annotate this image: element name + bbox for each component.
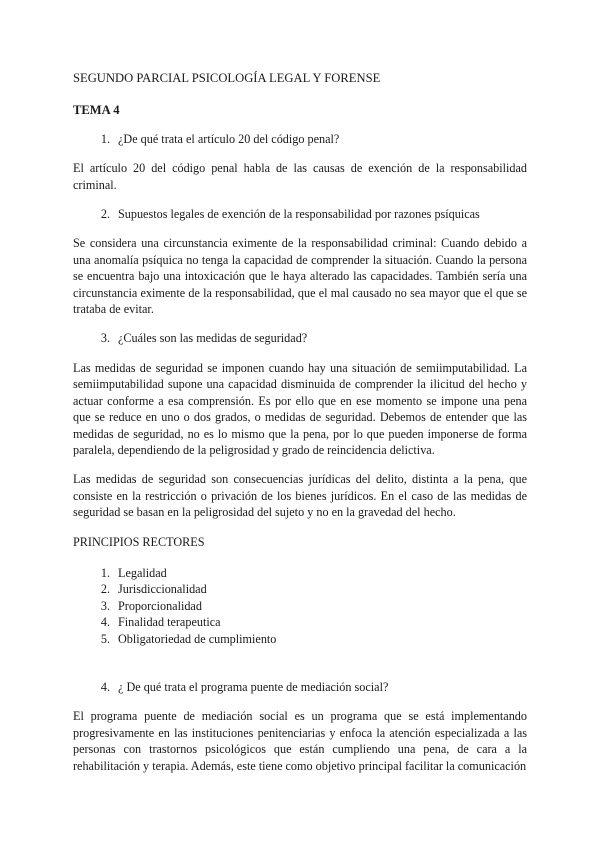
- list-item-number: 1.: [100, 565, 110, 580]
- question-number: 4.: [100, 679, 110, 694]
- question-1: [73, 131, 527, 147]
- list-item-label: Jurisdiccionalidad: [118, 582, 207, 597]
- blank-line: [73, 659, 527, 679]
- list-item: [73, 581, 527, 597]
- answer-paragraph: El programa puente de mediación social es un programa que se está implementando progresivamente en las instituciones penitenciarias y enfoca la atención especializada a las personas con trastornos psicológicos que están cumpliendo una pena, de cara a la rehabilitación y terapia. Además, este tiene como objetivo principal facilitar la comunicación: [73, 709, 527, 773]
- principles-heading: PRINCIPIOS RECTORES: [73, 534, 205, 549]
- question-text: ¿Cuáles son las medidas de seguridad?: [118, 331, 308, 346]
- answer-paragraph: Las medidas de seguridad son consecuencias jurídicas del delito, distinta a la pena, que consiste en la restricción o privación de los bienes jurídicos. En el caso de las medidas de seguridad se basan en la peligrosidad del sujeto y no en la gravedad del hecho.: [73, 472, 527, 520]
- answer-paragraph: El artículo 20 del código penal habla de las causas de exención de la responsabilidad criminal.: [73, 161, 527, 192]
- list-item-label: Obligatoriedad de cumplimiento: [118, 631, 277, 646]
- question-number: 1.: [100, 131, 110, 146]
- question-text: Supuestos legales de exención de la responsabilidad por razones psíquicas: [118, 207, 480, 222]
- list-item-number: 2.: [100, 582, 110, 597]
- list-item-label: Legalidad: [118, 565, 167, 580]
- list-item-label: Finalidad terapeutica: [118, 615, 221, 630]
- question-number: 2.: [100, 207, 110, 222]
- list-item: [73, 631, 527, 647]
- principles-list: [73, 565, 527, 647]
- list-item: [73, 565, 527, 581]
- list-item: [73, 614, 527, 630]
- question-text: ¿De qué trata el artículo 20 del código penal?: [118, 131, 340, 146]
- list-item-label: Proporcionalidad: [118, 598, 202, 613]
- question-4: [73, 679, 527, 695]
- document-content: [73, 70, 527, 787]
- list-item-number: 5.: [100, 631, 110, 646]
- tema-heading: TEMA 4: [73, 103, 120, 118]
- question-2: [73, 206, 527, 222]
- question-text: ¿ De qué trata el programa puente de mediación social?: [118, 679, 389, 694]
- question-number: 3.: [100, 331, 110, 346]
- list-item-number: 4.: [100, 615, 110, 630]
- answer-paragraph: Las medidas de seguridad se imponen cuando hay una situación de semiimputabilidad. La semiimputabilidad supone una capacidad disminuida de comprender la ilicitud del hecho y actuar conforme a esa comprensión. Es por ello que en ese momento se impone una pena que se reduce en uno o dos grados, o medidas de seguridad. Debemos de entender que las medidas de seguridad, no es lo mismo que la pena, por lo que pueden imponerse de forma paralela, dependiendo de la peligrosidad y grado de reincidencia delictiva.: [73, 360, 527, 457]
- question-3: [73, 330, 527, 346]
- list-item-number: 3.: [100, 598, 110, 613]
- list-item: [73, 598, 527, 614]
- answer-paragraph: Se considera una circunstancia eximente de la responsabilidad criminal: Cuando debido a una anomalía psíquica no tenga la capacidad de comprender la situación. Cuando la persona se encuentra bajo una intoxicación que le haya alterado las capacidades. También sería una circunstancia eximente de la responsabilidad, que el mal causado no sea mayor que el que se trataba de evitar.: [73, 236, 527, 317]
- document-title: SEGUNDO PARCIAL PSICOLOGÍA LEGAL Y FORENSE: [73, 71, 381, 85]
